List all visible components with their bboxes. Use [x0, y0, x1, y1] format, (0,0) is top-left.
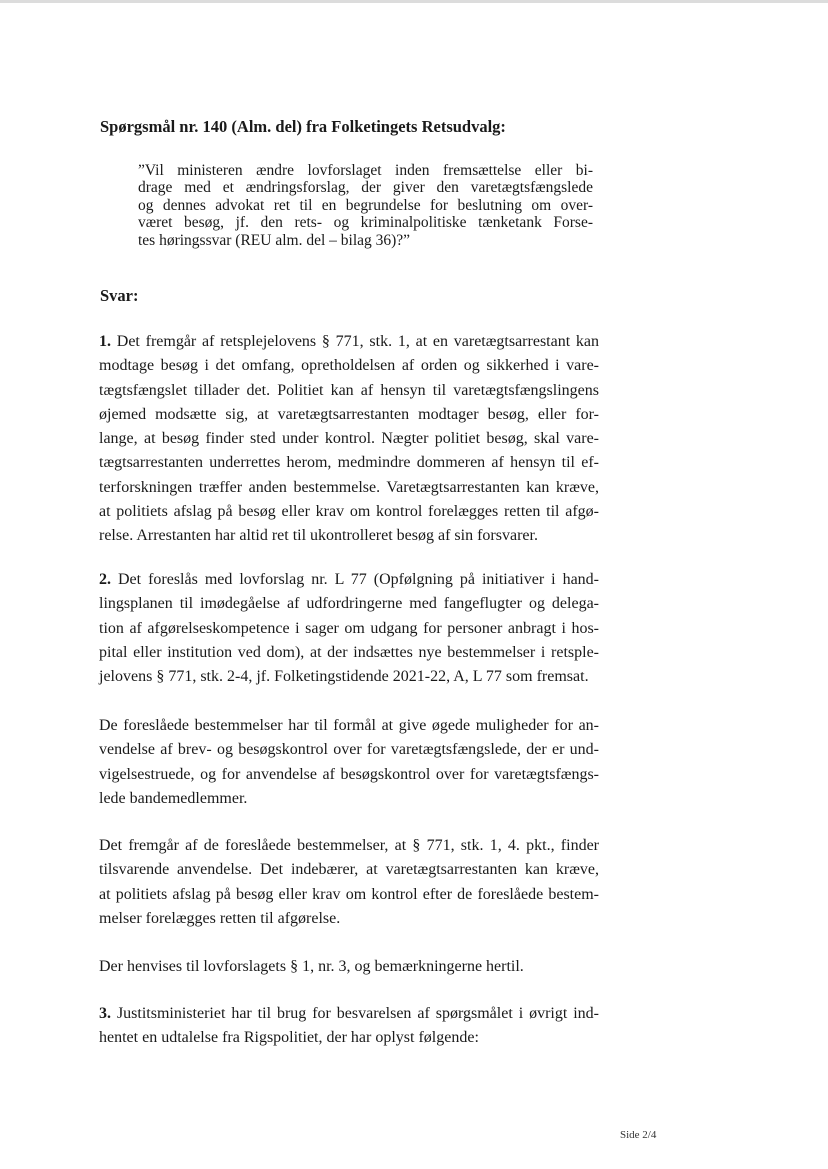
paragraph-line: lingsplanen til imødegåelse af udfordringerne med fangeflugter og delega- — [99, 595, 599, 613]
question-heading: Spørgsmål nr. 140 (Alm. del) fra Folketingets Retsudvalg: — [100, 117, 506, 136]
paragraph-line: tion af afgørelseskompetence i sager om udgang for personer anbragt i hos- — [99, 619, 599, 637]
paragraph-line: De foreslåede bestemmelser har til formål at give øgede muligheder for an- — [99, 717, 599, 734]
paragraph-line: at politiets afslag på besøg eller krav om kontrol efter de foreslåede bestem- — [99, 885, 599, 903]
answer-label: Svar: — [100, 286, 139, 305]
paragraph-line: jelovens § 771, stk. 2-4, jf. Folketingstidende 2021-22, A, L 77 som fremsat. — [99, 668, 589, 686]
paragraph-number: 2. — [99, 571, 111, 588]
paragraph-line: tægtsfængslet tillader det. Politiet kan af hensyn til varetægtsfængslingens — [99, 381, 599, 399]
paragraph-line: Der henvises til lovforslagets § 1, nr. 3, og bemærkningerne hertil. — [99, 958, 524, 975]
question-quote — [138, 162, 593, 249]
question-line: ”Vil ministeren ændre lovforslaget inden fremsættelse eller bi- — [138, 162, 593, 179]
paragraph-line: pital eller institution ved dom), at der indsættes nye bestemmelser i retsple- — [99, 643, 599, 661]
answer-paragraph-3 — [99, 714, 599, 811]
paragraph-line: at politiets afslag på besøg eller krav om kontrol forelægges retten til afgø- — [99, 503, 599, 521]
paragraph-line: Det fremgår af de foreslåede bestemmelser, at § 771, stk. 1, 4. pkt., finder — [99, 837, 599, 854]
paragraph-number: 3. — [99, 1005, 111, 1022]
question-line: og dennes advokat ret til en begrundelse for beslutning om over- — [138, 196, 593, 214]
paragraph-line: tægtsarrestanten underrettes herom, medmindre dommeren af hensyn til ef- — [99, 454, 599, 472]
paragraph-line: vendelse af brev- og besøgskontrol over for varetægtsfængslede, der er und- — [99, 741, 599, 759]
paragraph-line: vigelsestruede, og for anvendelse af besøgskontrol over for varetægtsfængs- — [99, 765, 599, 783]
answer-paragraph-1 — [99, 330, 599, 549]
paragraph-line: melser forelægges retten til afgørelse. — [99, 909, 341, 927]
page-top-edge — [0, 0, 828, 3]
paragraph-line: Det fremgår af retsplejelovens § 771, stk. 1, at en varetægtsarrestant kan — [116, 333, 600, 350]
answer-paragraph-6 — [99, 1002, 599, 1051]
paragraph-line: modtage besøg i det omfang, opretholdelsen af orden og sikkerhed i vare- — [99, 357, 599, 375]
paragraph-line: Justitsministeriet har til brug for besvarelsen af spørgsmålet i øvrigt ind- — [116, 1005, 599, 1022]
page-number: Side 2/4 — [620, 1129, 657, 1141]
paragraph-number: 1. — [99, 333, 111, 350]
paragraph-line: terforskningen træffer anden bestemmelse. Varetægtsarrestanten kan kræve, — [99, 478, 599, 496]
answer-paragraph-2 — [99, 568, 599, 689]
answer-paragraph-4 — [99, 834, 599, 931]
answer-paragraph-5 — [99, 955, 599, 979]
paragraph-line: Det foreslås med lovforslag nr. L 77 (Opfølgning på initiativer i hand- — [117, 571, 599, 588]
question-line: drage med et ændringsforslag, der giver den varetægtsfængslede — [138, 179, 593, 197]
paragraph-line: lange, at besøg finder sted under kontrol. Nægter politiet besøg, skal vare- — [99, 430, 599, 448]
paragraph-line: lede bandemedlemmer. — [99, 789, 248, 807]
paragraph-line: tilsvarende anvendelse. Det indebærer, at varetægtsarrestanten kan kræve, — [99, 861, 599, 879]
paragraph-line: relse. Arrestanten har altid ret til ukontrolleret besøg af sin forsvarer. — [99, 527, 538, 545]
paragraph-line: hentet en udtalelse fra Rigspolitiet, der har oplyst følgende: — [99, 1029, 479, 1047]
question-line: tes høringssvar (REU alm. del – bilag 36)?” — [138, 231, 411, 249]
paragraph-line: øjemed modsætte sig, at varetægtsarrestanten modtager besøg, eller for- — [99, 405, 599, 423]
question-line: været besøg, jf. den rets- og kriminalpolitiske tænketank Forse- — [138, 214, 593, 232]
